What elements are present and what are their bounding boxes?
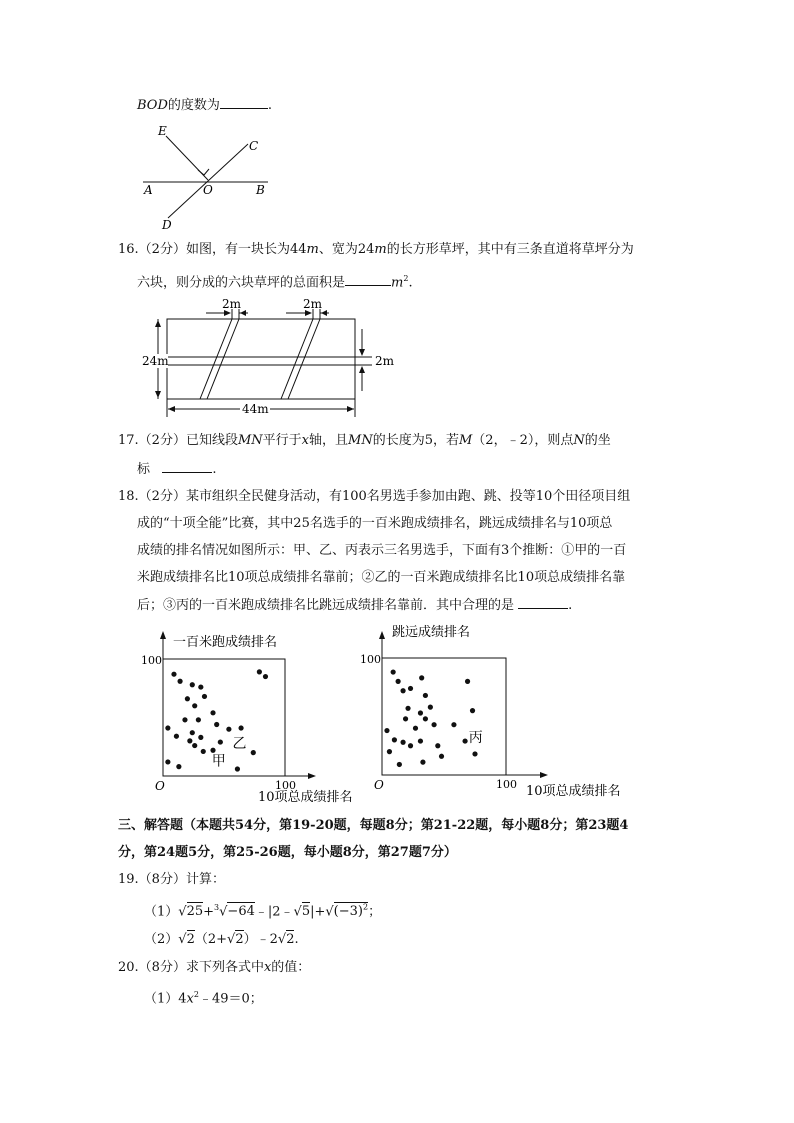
data-point-4 [408, 686, 413, 691]
q17-n: N [573, 433, 585, 448]
q17-text-f: 的坐 [584, 433, 611, 448]
arrowhead [359, 349, 365, 356]
data-point-12 [413, 726, 418, 731]
q16-unit-m2: m [374, 242, 387, 257]
data-point-17 [187, 738, 192, 743]
q19-p1-sup: 2 [362, 903, 369, 912]
q20-x: x [263, 960, 272, 975]
q18-end: . [568, 598, 573, 613]
q18-answer-blank[interactable] [518, 595, 568, 609]
q16-text-b: 、宽为24 [318, 242, 375, 257]
sqrt-sign: √ [293, 904, 302, 920]
q16-unit: m [391, 275, 404, 291]
arrowhead [359, 366, 365, 373]
q20-title [118, 958, 310, 978]
x-tick-100: 100 [275, 779, 296, 792]
q19-p1-label: （1） [144, 904, 179, 920]
q16-answer-blank[interactable] [345, 272, 391, 286]
data-point-18 [435, 743, 440, 748]
annotation-2: 甲 [211, 753, 226, 770]
data-point-23 [165, 759, 170, 764]
q19-p1-r2: −64 [227, 904, 255, 920]
origin-label: O [155, 779, 165, 793]
data-point-26 [470, 708, 475, 713]
q18-line5 [137, 595, 572, 616]
data-point-9 [196, 717, 201, 722]
q19-p2-r3: 2 [286, 932, 295, 947]
q18-line1: 18.（2分）某市组织全民健身活动，有100名男选手参加由跑、跳、投等10个田径项目组 [118, 489, 631, 504]
dim-top-right: 2m [303, 297, 323, 311]
data-point-10 [423, 716, 428, 721]
data-point-22 [420, 760, 425, 765]
q19-part1 [144, 898, 381, 922]
q19-p1-plus: + [203, 904, 215, 920]
y-axis-arrow [160, 631, 166, 639]
q15-angle-figure [138, 122, 278, 232]
q16-text-a: 16.（2分）如图，有一块长为44 [118, 242, 307, 257]
label-e: E [158, 124, 167, 138]
q19-title: 19.（8分）计算： [118, 872, 225, 887]
q19-p1-r1: 25 [186, 904, 204, 920]
q19-p1-r3: 5 [301, 904, 311, 920]
sqrt-sign: √ [178, 932, 187, 947]
q17-line1 [118, 431, 611, 451]
data-point-21 [397, 762, 402, 767]
x-tick-100: 100 [496, 778, 517, 791]
data-point-26 [257, 669, 262, 674]
q17-line2 [137, 459, 217, 480]
data-point-8 [182, 717, 187, 722]
data-point-4 [198, 684, 203, 689]
arrowhead [155, 391, 161, 398]
data-point-1 [171, 672, 176, 677]
dim-bottom: 44m [242, 402, 269, 416]
data-point-22 [251, 750, 256, 755]
q16-sup: 2 [403, 274, 409, 283]
q20-title-a: 20.（8分）求下列各式中 [118, 960, 264, 975]
q20-p1-rest: ﹣49＝0； [198, 991, 263, 1007]
scatter-chart-100m [140, 628, 365, 808]
q15-angle-name: BOD [137, 98, 168, 113]
data-point-20 [387, 749, 392, 754]
y-axis-arrow [379, 631, 385, 639]
q17-m: M [458, 433, 473, 448]
data-point-15 [400, 740, 405, 745]
road-s1b [207, 319, 239, 399]
data-point-15 [190, 730, 195, 735]
q17-text-d: 的长度为5，若 [372, 433, 459, 448]
q17-x: x [301, 433, 309, 448]
data-point-16 [198, 735, 203, 740]
label-a: A [144, 183, 153, 197]
data-point-9 [428, 705, 433, 710]
data-point-20 [218, 739, 223, 744]
annotation-1: 乙 [232, 735, 247, 752]
q15-tail-text: 的度数为 [167, 98, 220, 113]
q19-p1-mid: ﹣|2﹣ [254, 904, 294, 920]
sqrt-sign: √ [227, 932, 236, 947]
x-label: 10项总成绩排名 [526, 784, 621, 799]
sqrt-sign: √ [277, 932, 287, 947]
data-point-23 [439, 754, 444, 759]
q19-p2-r1: 2 [186, 932, 195, 947]
road-s1a [200, 319, 232, 399]
q19-p1-cube-index: 3 [214, 903, 220, 912]
data-point-6 [405, 706, 410, 711]
data-point-1 [391, 669, 396, 674]
annotation-1: 丙 [468, 730, 483, 747]
data-point-14 [174, 734, 179, 739]
q16-line2 [137, 269, 413, 293]
q18-text-last: 后；③丙的一百米跑成绩排名比跳远成绩排名靠前．其中合理的是 [137, 598, 515, 613]
data-point-2 [396, 679, 401, 684]
q19-p1-mid2: |+ [310, 904, 326, 920]
label-c: C [249, 139, 259, 153]
data-point-19 [201, 749, 206, 754]
y-tick-100: 100 [141, 654, 162, 667]
sqrt-sign: √ [178, 904, 187, 920]
chart-frame [382, 658, 506, 775]
q20-part1 [144, 985, 263, 1009]
q19-p1-end: ； [368, 904, 382, 920]
data-point-27 [263, 674, 268, 679]
y-tick-100: 100 [360, 653, 381, 666]
data-point-2 [177, 679, 182, 684]
q20-title-b: 的值： [271, 960, 311, 975]
line-cd [168, 144, 248, 218]
q16-line1 [118, 240, 634, 260]
lawn-rect [167, 319, 355, 399]
q19-p2-mid2: ）﹣2 [243, 932, 278, 947]
q16-lawn-figure [140, 295, 410, 420]
label-d: D [162, 218, 172, 232]
data-point-18 [192, 743, 197, 748]
data-point-28 [419, 675, 424, 680]
data-point-10 [214, 722, 219, 727]
q16-text-d: 六块，则分成的六块草坪的总面积是 [137, 275, 346, 291]
q19-p1-r4: (−3) [333, 904, 363, 920]
q16-text-c: 的长方形草坪，其中有三条直道将草坪分为 [386, 242, 634, 257]
data-point-24 [176, 764, 181, 769]
data-point-25 [472, 751, 477, 756]
q18-line4: 米跑成绩排名比10项总成绩排名靠前；②乙的一百米跑成绩排名比10项总成绩排名靠 [137, 570, 626, 585]
data-point-11 [165, 725, 170, 730]
q17-text-c: 轴，且 [309, 433, 349, 448]
q20-p1-x: x [186, 991, 194, 1007]
arrowhead [347, 406, 354, 412]
q17-answer-blank[interactable] [162, 459, 212, 473]
data-point-25 [235, 766, 240, 771]
annotations [469, 730, 483, 746]
q19-p2-end: . [294, 932, 299, 947]
data-point-19 [451, 722, 456, 727]
road-s2b [288, 319, 320, 399]
data-point-5 [423, 693, 428, 698]
q17-text-e: （2，﹣2），则点 [472, 433, 574, 448]
q17-mn1: MN [237, 433, 263, 448]
data-point-3 [400, 688, 405, 693]
data-point-14 [392, 737, 397, 742]
data-point-21 [210, 748, 215, 753]
data-point-27 [465, 679, 470, 684]
data-point-11 [431, 722, 436, 727]
data-point-5 [202, 694, 207, 699]
q20-p1-sup: 2 [193, 990, 199, 999]
q15-answer-blank[interactable] [220, 95, 268, 109]
q18-line2: 成的“十项全能”比赛，其中25名选手的一百米跑成绩排名，跳远成绩排名与10项总 [137, 516, 613, 531]
dim-right: 2m [375, 354, 395, 368]
q16-end: . [408, 275, 413, 291]
dim-top-left: 2m [222, 297, 242, 311]
origin-label: O [374, 778, 384, 792]
data-point-13 [384, 728, 389, 733]
data-point-17 [418, 738, 423, 743]
data-point-6 [185, 696, 190, 701]
q15-tail [137, 95, 272, 116]
data-point-16 [408, 743, 413, 748]
data-point-7 [192, 703, 197, 708]
data-point-28 [210, 710, 215, 715]
data-point-7 [403, 716, 408, 721]
q17-text-b: 平行于 [262, 433, 302, 448]
q15-end: . [267, 98, 273, 113]
data-point-12 [226, 727, 231, 732]
arrowhead [155, 320, 161, 327]
q20-p1-label: （1）4 [144, 991, 187, 1007]
q19-p2-mid: （2+ [194, 932, 228, 947]
scatter-chart-longjump [358, 620, 633, 802]
q18-line3: 成绩的排名情况如图所示：甲、乙、丙表示三名男选手，下面有3个推断：①甲的一百 [137, 543, 627, 558]
label-b: B [256, 183, 265, 197]
x-axis-arrow [540, 772, 548, 778]
y-label: 一百米跑成绩排名 [173, 635, 278, 650]
q17-text-a: 17.（2分）已知线段 [118, 433, 238, 448]
y-label: 跳远成绩排名 [392, 625, 471, 640]
data-points [384, 669, 477, 767]
cbrt-sign: √ [219, 904, 228, 920]
x-axis-arrow [308, 773, 316, 779]
label-o: O [203, 183, 213, 197]
q19-part2 [144, 930, 299, 950]
right-angle-mark [198, 169, 209, 175]
x-label: 10项总成绩排名 [258, 790, 353, 805]
q17-end: . [212, 462, 217, 477]
road-s2a [281, 319, 313, 399]
q19-p2-label: （2） [144, 932, 179, 947]
data-point-8 [418, 710, 423, 715]
data-point-13 [238, 725, 243, 730]
section3-heading-line2: 分，第24题5分，第25-26题，每小题8分，第27题7分） [118, 845, 457, 860]
q17-text-g: 标 [137, 462, 151, 477]
q16-unit-m1: m [306, 242, 319, 257]
data-point-3 [190, 682, 195, 687]
data-point-24 [462, 738, 467, 743]
q19-p2-r2: 2 [235, 932, 244, 947]
annotations [212, 736, 247, 770]
q17-mn2: MN [348, 433, 373, 448]
sqrt-sign: √ [325, 904, 334, 920]
dim-left: 24m [142, 354, 169, 368]
arrowhead [168, 406, 175, 412]
section3-heading-line1: 三、解答题（本题共54分，第19-20题，每题8分；第21-22题，每小题8分；第23题4 [118, 818, 629, 833]
